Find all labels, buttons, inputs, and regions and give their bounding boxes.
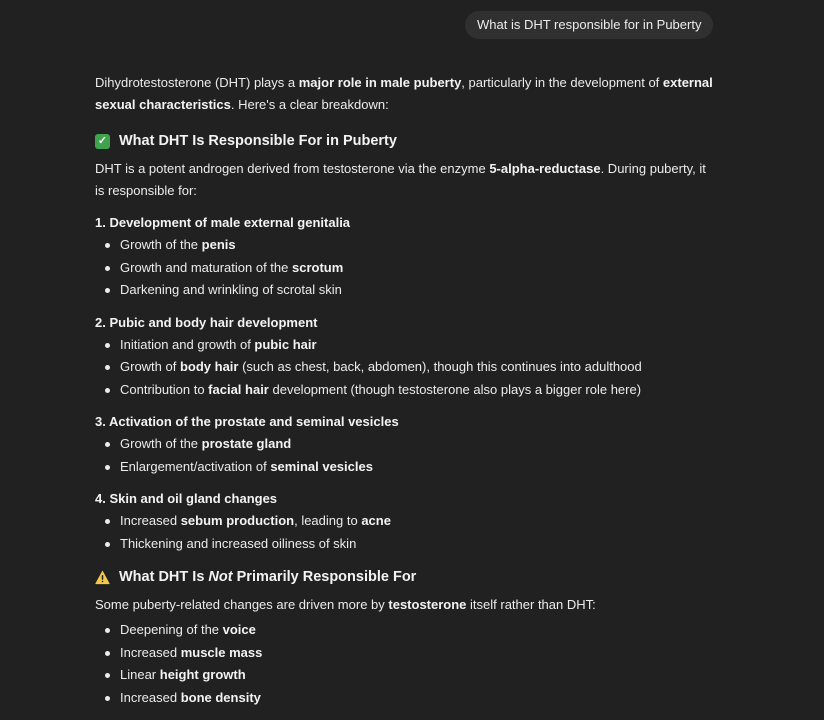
list-item: Increased bone density: [95, 687, 715, 710]
list-item: Darkening and wrinkling of scrotal skin: [95, 279, 715, 302]
list-item: Initiation and growth of pubic hair: [95, 334, 715, 357]
list-item: Increased sebum production, leading to acne: [95, 510, 715, 533]
bullet-list: [95, 334, 715, 402]
assistant-response: [95, 72, 715, 709]
section-title: 1. Development of male external genitalia: [95, 215, 351, 230]
section-title: 4. Skin and oil gland changes: [95, 491, 278, 506]
user-message-bubble: What is DHT responsible for in Puberty: [465, 11, 713, 39]
section-title: 3. Activation of the prostate and seminal vesicles: [95, 414, 399, 429]
section-hair: [95, 312, 715, 402]
section-title: 2. Pubic and body hair development: [95, 314, 318, 330]
section-skin: [95, 488, 715, 555]
responsible-paragraph: DHT is a potent androgen derived from testosterone via the enzyme 5-alpha-reductase. During puberty, it is responsible for:: [95, 161, 706, 198]
bullet-list: [95, 433, 715, 478]
check-icon: ✓: [95, 134, 110, 149]
list-item: Linear height growth: [95, 664, 715, 687]
list-item: Growth of body hair (such as chest, back, abdomen), though this continues into adulthood: [95, 356, 715, 379]
list-item: Growth of the prostate gland: [95, 433, 715, 456]
bullet-list: [95, 234, 715, 302]
heading-not-responsible: What DHT Is Not Primarily Responsible For: [95, 565, 715, 589]
list-item: Contribution to facial hair development (though testosterone also plays a bigger role here): [95, 379, 715, 402]
list-item: Growth and maturation of the scrotum: [95, 257, 715, 280]
warning-icon: [95, 570, 110, 585]
list-item: Thickening and increased oiliness of skin: [95, 533, 715, 556]
section-genitalia: [95, 212, 715, 302]
not-responsible-list: [95, 619, 715, 709]
list-item: Enlargement/activation of seminal vesicles: [95, 456, 715, 479]
list-item: Increased muscle mass: [95, 642, 715, 665]
list-item: Deepening of the voice: [95, 619, 715, 642]
intro-paragraph: Dihydrotestosterone (DHT) plays a major role in male puberty, particularly in the development of external sexual characteristics. Here's a clear breakdown:: [95, 75, 713, 112]
list-item: Growth of the penis: [95, 234, 715, 257]
bullet-list: [95, 510, 715, 555]
heading-responsible: ✓ What DHT Is Responsible For in Puberty: [95, 129, 715, 153]
not-responsible-paragraph: Some puberty-related changes are driven more by testosterone itself rather than DHT:: [95, 597, 596, 612]
section-prostate: [95, 411, 715, 478]
